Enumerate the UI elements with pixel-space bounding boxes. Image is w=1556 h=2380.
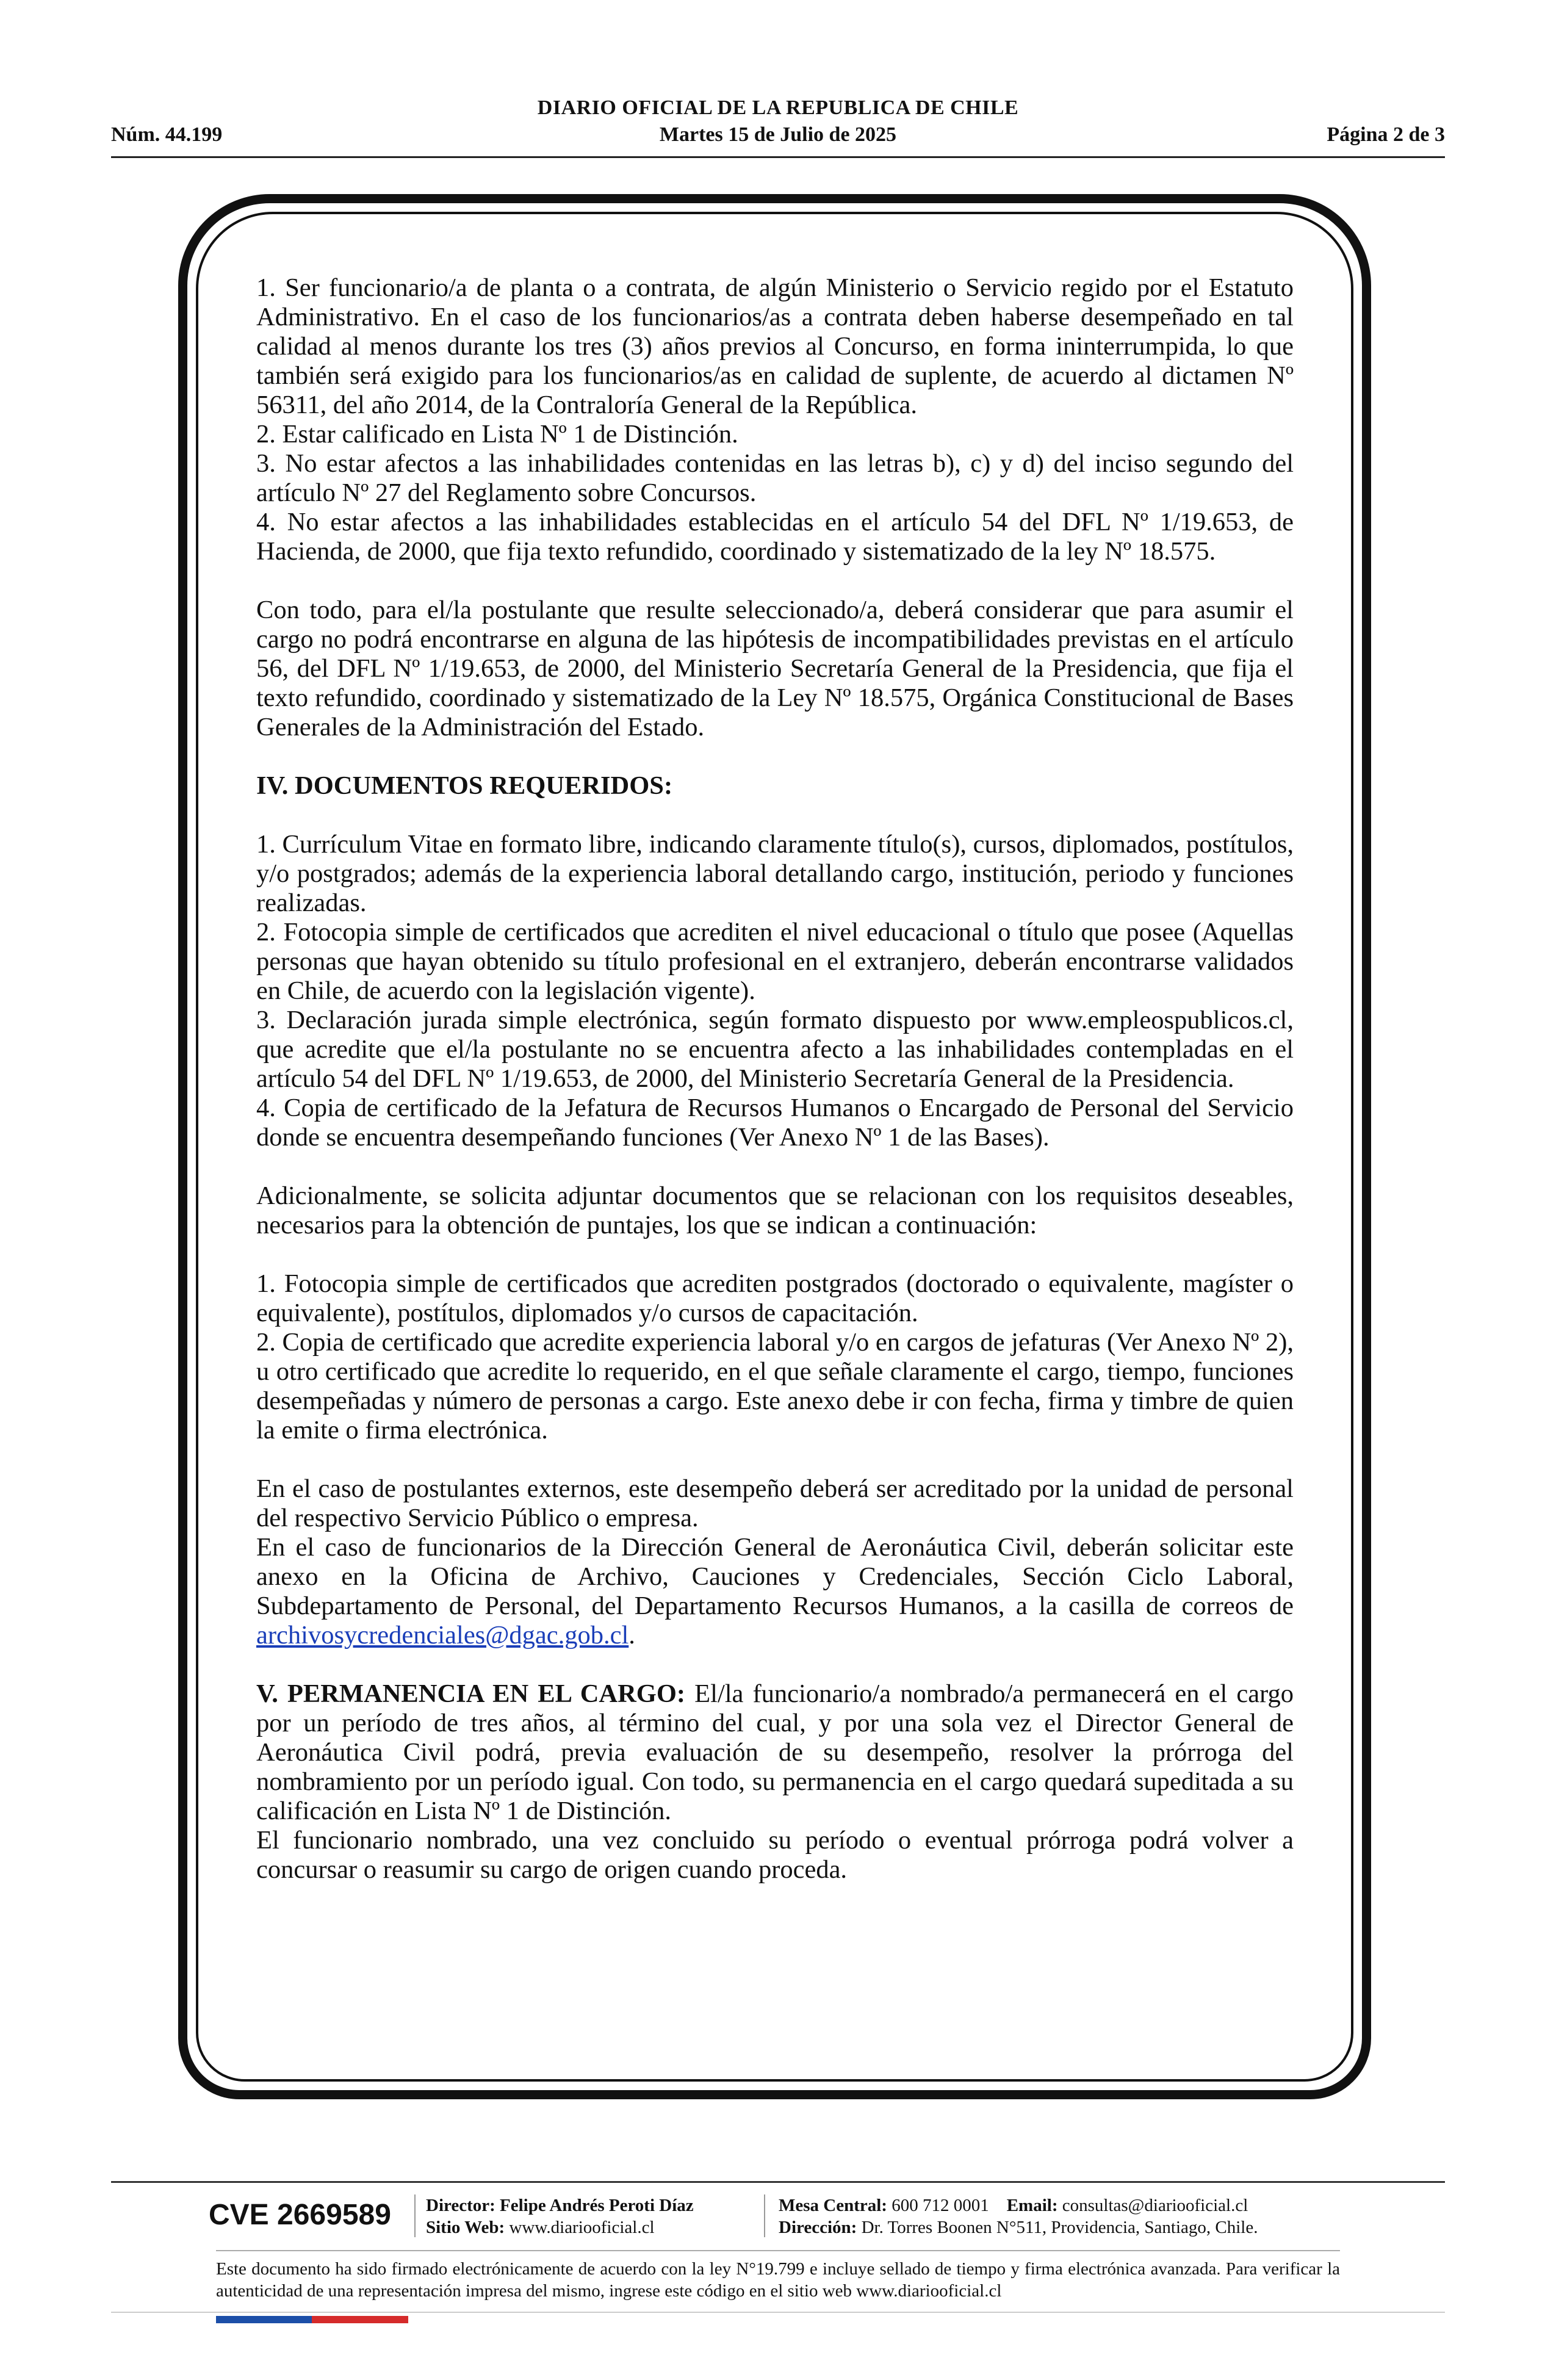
requirement-4: 4. No estar afectos a las inhabilidades establecidas en el artículo 54 del DFL Nº 1/19.653, de Hacienda, de 2000, que fija texto refundido, coordinado y sistematizado de la ley Nº 18.575. bbox=[256, 508, 1294, 566]
footer-separator bbox=[414, 2194, 416, 2237]
flag-blue-segment bbox=[216, 2316, 312, 2323]
additional-docs-paragraph: Adicionalmente, se solicita adjuntar documentos que se relacionan con los requisitos deseables, necesarios para la obtención de puntajes, los que se indican a continuación: bbox=[256, 1181, 1294, 1239]
header-divider bbox=[111, 156, 1445, 158]
desirable-item-1: 1. Fotocopia simple de certificados que acrediten postgrados (doctorado o equivalente, magíster o equivalente), postítulos, diplomados y/o cursos de capacitación. bbox=[256, 1269, 1294, 1327]
document-item-4: 4. Copia de certificado de la Jefatura de Recursos Humanos o Encargado de Personal del Servicio donde se encuentra desempeñando funciones (Ver Anexo Nº 1 de las Bases). bbox=[256, 1094, 1294, 1152]
flag-red-segment bbox=[312, 2316, 408, 2323]
document-item-2: 2. Fotocopia simple de certificados que acrediten el nivel educacional o título que posee (Aquellas personas que hayan obtenido su título profesional en el extranjero, deberán encontrarse validados en Chile, de acuerdo con la legislación vigente). bbox=[256, 918, 1294, 1005]
requirement-3: 3. No estar afectos a las inhabilidades contenidas en las letras b), c) y d) del inciso segundo del artículo Nº 27 del Reglamento sobre Concursos. bbox=[256, 449, 1294, 507]
phone-value: 600 712 0001 bbox=[887, 2196, 989, 2215]
page-indicator: Página 2 de 3 bbox=[1327, 123, 1445, 146]
footer-separator bbox=[764, 2194, 765, 2237]
requirement-1: 1. Ser funcionario/a de planta o a contrata, de algún Ministerio o Servicio regido por el Estatuto Administrativo. En el caso de los funcionarios/as a contrata deben haberse desempeñado en tal calidad al menos durante los tres (3) años previos al Concurso, en forma ininterrumpida, lo que también será exigido para los funcionarios/as en calidad de suplente, de acuerdo al dictamen Nº 56311, del año 2014, de la Contraloría General de la República. bbox=[256, 273, 1294, 419]
section-heading-permanence: V. PERMANENCIA EN EL CARGO: bbox=[256, 1679, 686, 1708]
footer-divider bbox=[111, 2181, 1445, 2183]
phone-label: Mesa Central: bbox=[779, 2196, 887, 2215]
issue-number: Núm. 44.199 bbox=[111, 123, 223, 146]
document-item-3: 3. Declaración jurada simple electrónica, según formato dispuesto por www.empleospublicos.cl, que acredite que el/la postulante no se encuentra afecto a las inhabilidades contempladas en el artículo 54 del DFL Nº 1/19.653, de 2000, del Ministerio Secretaría General de la Presidencia. bbox=[256, 1006, 1294, 1093]
footer-director-block bbox=[426, 2194, 694, 2238]
permanence-paragraph bbox=[256, 1679, 1294, 1826]
desirable-item-2: 2. Copia de certificado que acredite experiencia laboral y/o en cargos de jefaturas (Ver Anexo Nº 2), u otro certificado que acredite lo requerido, en el que señale claramente el cargo, tiempo, funciones desempeñadas y número de personas a cargo. Este anexo debe ir con fecha, firma y timbre de quien la emite o firma electrónica. bbox=[256, 1328, 1294, 1444]
publication-title: DIARIO OFICIAL DE LA REPUBLICA DE CHILE bbox=[537, 96, 1019, 119]
external-applicants-paragraph: En el caso de postulantes externos, este desempeño deberá ser acreditado por la unidad de personal del respectivo Servicio Público o empresa. bbox=[256, 1474, 1294, 1532]
credentials-email-link[interactable]: archivosycredenciales@dgac.gob.cl bbox=[256, 1621, 629, 1650]
address-label: Dirección: bbox=[779, 2218, 857, 2237]
legal-notice: Este documento ha sido firmado electrónicamente de acuerdo con la ley N°19.799 e incluye sellado de tiempo y firma electrónica avanzada. Para verificar la autenticidad de una representación impresa del mismo, ingrese este código en el sitio web www.diariooficial.cl bbox=[216, 2259, 1340, 2301]
requirement-2: 2. Estar calificado en Lista Nº 1 de Distinción. bbox=[256, 420, 738, 449]
website-label: Sitio Web: bbox=[426, 2218, 505, 2237]
footer-bottom-line bbox=[111, 2312, 1445, 2313]
permanence-text: El/la funcionario/a nombrado/a permanecerá en el cargo por un período de tres años, al término del cual, y por una sola vez el Director General de Aeronáutica Civil podrá, previa evaluación de su desempeño, resolver la prórroga del nombramiento por un período igual. Con todo, su permanencia en el cargo quedará supeditada a su calificación en Lista Nº 1 de Distinción. bbox=[256, 1679, 1294, 1825]
footer-inner-divider bbox=[216, 2250, 1340, 2251]
internal-applicants-text: En el caso de funcionarios de la Dirección General de Aeronáutica Civil, deberán solicitar este anexo en la Oficina de Archivo, Cauciones y Credenciales, Sección Ciclo Laboral, Subdepartamento de Personal, del Departamento Recursos Humanos, a la casilla de correos de bbox=[256, 1533, 1294, 1620]
email-link[interactable]: consultas@diariooficial.cl bbox=[1057, 2196, 1248, 2215]
incompatibility-paragraph: Con todo, para el/la postulante que resulte seleccionado/a, deberá considerar que para asumir el cargo no podrá encontrarse en alguna de las hipótesis de incompatibilidades previstas en el artículo 56, del DFL Nº 1/19.653, de 2000, del Ministerio Secretaría General de la Presidencia, que fija el texto refundido, coordinado y sistematizado de la Ley Nº 18.575, Orgánica Constitucional de Bases Generales de la Administración del Estado. bbox=[256, 596, 1294, 741]
website-link[interactable]: www.diariooficial.cl bbox=[505, 2218, 655, 2237]
director-name: Felipe Andrés Peroti Díaz bbox=[495, 2196, 694, 2215]
document-body bbox=[256, 273, 1294, 1884]
chile-flag-stripe bbox=[216, 2316, 408, 2323]
issue-date: Martes 15 de Julio de 2025 bbox=[659, 123, 897, 146]
footer-contact-block bbox=[779, 2194, 1258, 2238]
internal-applicants-paragraph bbox=[256, 1533, 1294, 1650]
page-header bbox=[111, 92, 1445, 153]
director-label: Director: bbox=[426, 2196, 495, 2215]
email-label: Email: bbox=[1006, 2196, 1058, 2215]
permanence-return-paragraph: El funcionario nombrado, una vez concluido su período o eventual prórroga podrá volver a concursar o reasumir su cargo de origen cuando proceda. bbox=[256, 1826, 1294, 1884]
section-heading-documents: IV. DOCUMENTOS REQUERIDOS: bbox=[256, 771, 673, 800]
document-item-1: 1. Currículum Vitae en formato libre, indicando claramente título(s), cursos, diplomados, postítulos, y/o postgrados; además de la experiencia laboral detallando cargo, institución, periodo y funciones realizadas. bbox=[256, 830, 1294, 917]
internal-applicants-end: . bbox=[629, 1621, 635, 1650]
address-value: Dr. Torres Boonen N°511, Providencia, Santiago, Chile. bbox=[857, 2218, 1258, 2237]
page-footer bbox=[111, 2191, 1445, 2252]
cve-code: CVE 2669589 bbox=[209, 2199, 391, 2231]
